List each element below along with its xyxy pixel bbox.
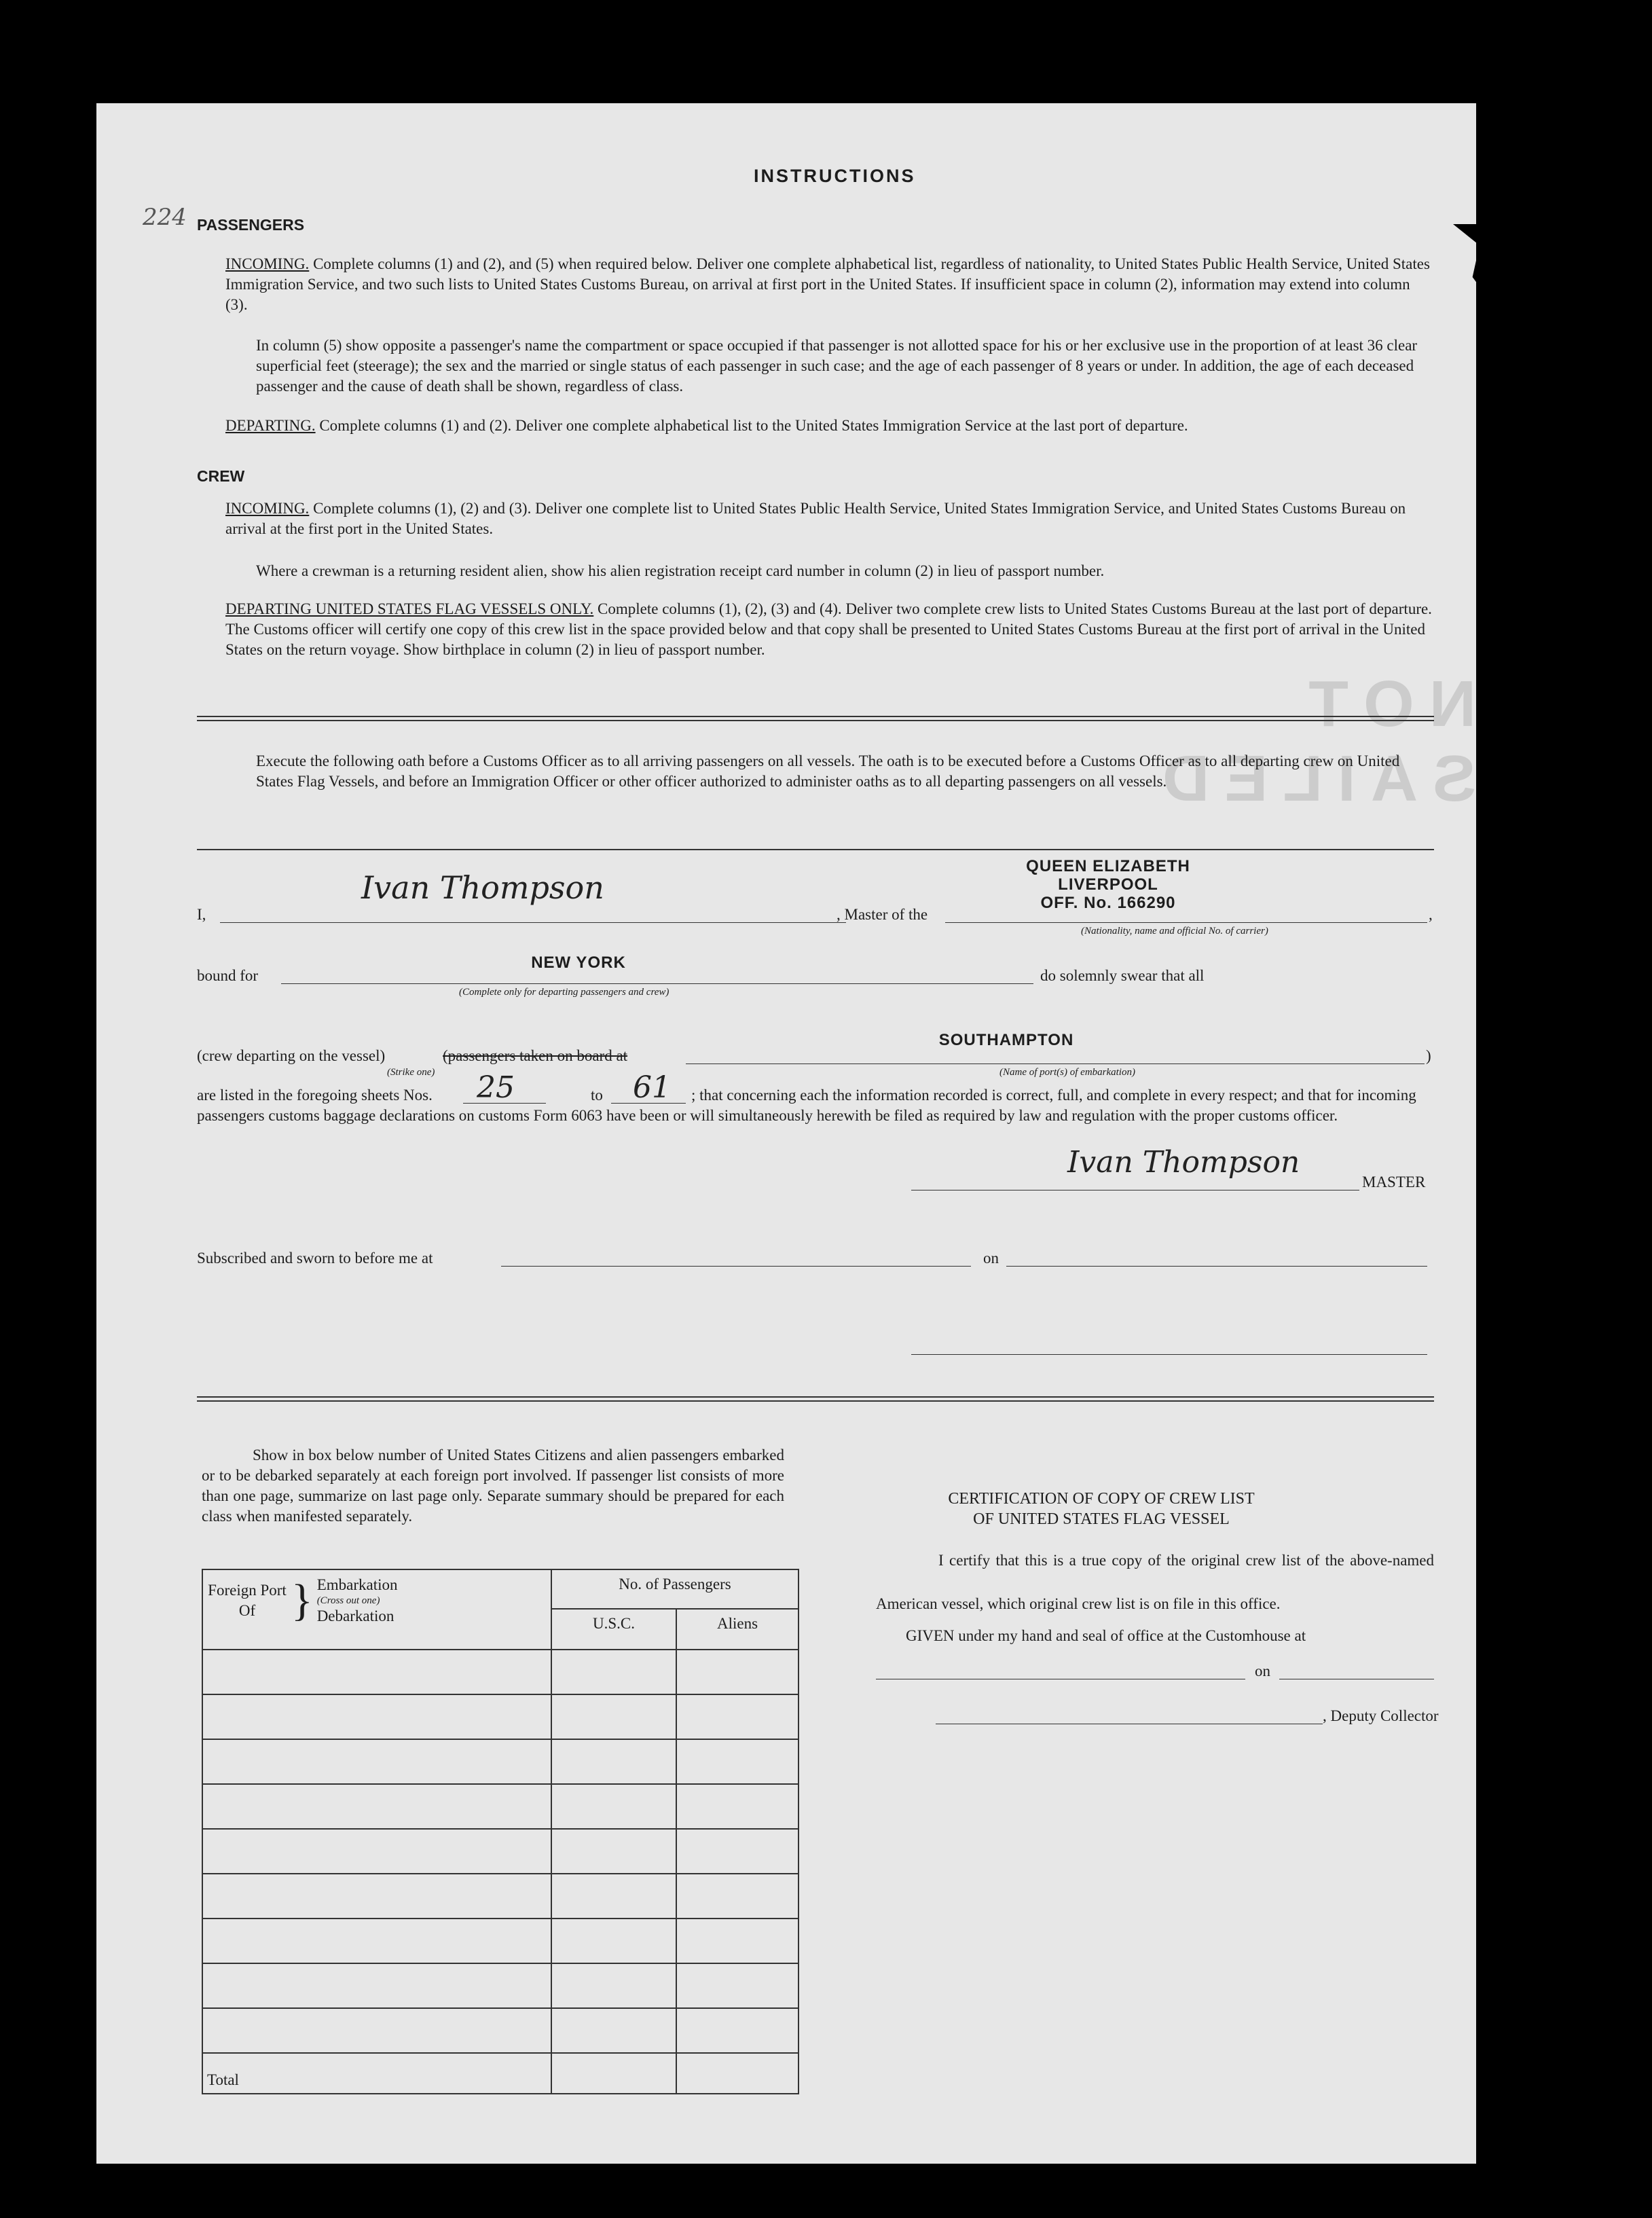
page-title: INSTRUCTIONS (754, 166, 916, 186)
subscribed-date-line (1006, 1266, 1427, 1267)
bound-label: bound for (197, 967, 259, 984)
port-caption: (Name of port(s) of embarkation) (999, 1067, 1135, 1078)
certification-certify-text (876, 1539, 1434, 1626)
crew-departing-label: DEPARTING UNITED STATES FLAG VESSELS ONLY. (225, 600, 594, 617)
aliens-header: Aliens (716, 1615, 758, 1632)
oath-divider (197, 849, 1434, 850)
cross-out-label: (Cross out one) (316, 1595, 380, 1606)
passengers-incoming-text: Complete columns (1) and (2), and (5) when required below. Deliver one complete alphabetical list, regardless of nationality, to United States Public Health Service, United States Immigration Service, and two such lists to United States Customs Bureau, on arrival at first port in the United States. If insufficient space in column (2), information may extend into column (3). (225, 255, 1430, 313)
officer-signature-line (911, 1354, 1427, 1355)
bleed-through-text: NOT SAILED (1147, 668, 1476, 815)
port-line-end: ) (1426, 1047, 1431, 1064)
vessel-name-line: QUEEN ELIZABETH (1026, 857, 1190, 875)
lower-section-divider (197, 1396, 1434, 1402)
table-row (202, 1739, 799, 1784)
bound-value: NEW YORK (531, 953, 626, 972)
bound-caption: (Complete only for departing passengers and crew) (459, 987, 669, 998)
crew-incoming-text: Complete columns (1), (2) and (3). Deliver one complete list to United States Public Health Service, United States Immigration Service, and United States Customs Bureau on arrival at the first port in the United States. (225, 500, 1406, 537)
table-row (202, 1829, 799, 1874)
section-divider (197, 716, 1434, 721)
passengers-departing-paragraph (225, 416, 1434, 436)
master-label: MASTER (1362, 1174, 1426, 1190)
certification-title-line2: OF UNITED STATES FLAG VESSEL (973, 1510, 1230, 1528)
oath-intro: Execute the following oath before a Customs Officer as to all arriving passengers on all vessels. The oath is to be executed before a Customs Officer as to all departing crew on United States Flag Vessels, and before an Immigration Officer or other officer authorized to administer oaths as to all departing passengers on all vessels. (256, 752, 1400, 790)
table-row (202, 1963, 799, 2008)
total-label-cell (202, 2053, 551, 2094)
summary-instructions-text: Show in box below number of United States Citizens and alien passengers embarked or to be debarked separately at each foreign port involved. If passenger list consists of more than one page, summarize on last page only. Separate summary should be prepared for each class when manifested separately. (202, 1447, 784, 1525)
subscribed-on-label: on (983, 1250, 999, 1267)
passengers-departing-label: DEPARTING. (225, 417, 316, 434)
port-value: SOUTHAMPTON (938, 1031, 1074, 1049)
passengers-incoming-paragraph (225, 254, 1434, 315)
strike-caption: (Strike one) (387, 1067, 435, 1078)
sheet-to-value: 61 (633, 1070, 671, 1105)
document-sheet (96, 103, 1476, 2164)
subscribed-label: Subscribed and sworn to before me at (197, 1250, 433, 1267)
debarkation-label: Debarkation (316, 1607, 394, 1624)
certification-given-text: GIVEN under my hand and seal of office at the Customhouse at (906, 1627, 1306, 1644)
aliens-header-cell (676, 1609, 799, 1650)
master-signature: Ivan Thompson (361, 869, 604, 906)
port-line (686, 1063, 1425, 1064)
vessel-caption: (Nationality, name and official No. of carrier) (1081, 926, 1268, 937)
master-of-label: , Master of the (837, 906, 928, 923)
master-name-line (220, 922, 846, 923)
usc-header-cell (551, 1609, 676, 1650)
table-row (202, 1919, 799, 1963)
to-label: to (591, 1087, 603, 1104)
port-header-cell (202, 1569, 551, 1650)
crew-incoming-paragraph (225, 498, 1434, 539)
certification-title (911, 1489, 1291, 1529)
certify-text: I certify that this is a true copy of the original crew list of the above-named American vessel, which original crew list is on file in this office. (876, 1552, 1434, 1612)
table-row (202, 2008, 799, 2053)
total-label: Total (207, 2071, 239, 2088)
page-number: 224 (143, 204, 187, 231)
bound-line (281, 983, 1033, 984)
table-row (202, 1784, 799, 1829)
table-row (202, 1650, 799, 1694)
listed-text-body: ; that concerning each the information recorded is correct, full, and complete in every respect; and that for incoming passengers customs baggage declarations on customs Form 6063 have been or will simultaneously herewith be filed as required by law and regulation with the proper customs officer. (197, 1087, 1416, 1124)
usc-header: U.S.C. (593, 1615, 635, 1632)
passengers-header: No. of Passengers (619, 1576, 731, 1593)
crew-returning-paragraph: Where a crewman is a returning resident alien, show his alien registration receipt card number in column (2) in lieu of passport number. (256, 562, 1105, 579)
i-label: I, (197, 906, 206, 923)
certification-title-line1: CERTIFICATION OF COPY OF CREW LIST (948, 1490, 1255, 1508)
passenger-summary-table (202, 1569, 799, 2094)
crew-heading: CREW (197, 467, 245, 485)
passengers-heading: PASSENGERS (197, 216, 305, 234)
summary-instructions (202, 1445, 784, 1527)
listed-text (197, 1085, 1434, 1126)
passengers-incoming-label: INCOMING. (225, 255, 310, 272)
brace-glyph: } (291, 1576, 313, 1625)
vessel-name (966, 857, 1251, 912)
sheet-from-value: 25 (477, 1070, 515, 1105)
embarkation-label: Embarkation (316, 1576, 398, 1593)
subscribed-place-line (501, 1266, 971, 1267)
vessel-line (945, 922, 1427, 923)
table-row (202, 1874, 799, 1919)
crew-incoming-label: INCOMING. (225, 500, 310, 517)
passengers-column5-paragraph: In column (5) show opposite a passenger's name the compartment or space occupied if that passenger is not allotted space for his or her exclusive use in the proportion of at least 36 clear superficial feet (steerage); the sex and the married or single status of each passenger in such case; and the age of each passenger of 8 years or under. In addition, the age of each deceased passenger and the cause of death shall be shown, regardless of class. (256, 337, 1418, 395)
crew-departing-label: (crew departing on the vessel) (197, 1047, 386, 1064)
passengers-departing-text: Complete columns (1) and (2). Deliver one complete alphabetical list to the United States Immigration Service at the last port of departure. (319, 417, 1188, 434)
vessel-official-number: OFF. No. 166290 (1040, 894, 1176, 912)
deputy-collector-label: , Deputy Collector (1323, 1707, 1439, 1724)
certification-on-label: on (1255, 1662, 1270, 1679)
crew-departing-text: Complete columns (1), (2), (3) and (4). Deliver two complete crew lists to United States Customs Bureau at the last port of departure. The Customs officer will certify one copy of this crew list in the space provided below and that copy shall be presented to United States Customs Bureau at the first port of arrival in the United States on the return voyage. Show birthplace in column (2) in lieu of passport number. (225, 600, 1432, 658)
passengers-struck-label: (passengers taken on board at (443, 1047, 628, 1064)
listed-label: are listed in the foregoing sheets Nos. (197, 1087, 433, 1104)
passengers-header-cell (551, 1569, 799, 1609)
crew-departing-paragraph (225, 599, 1434, 660)
foreign-port-label: Foreign Port Of (208, 1582, 287, 1619)
vessel-port-line: LIVERPOOL (1058, 875, 1158, 894)
summary-header-row (202, 1569, 799, 1609)
total-row (202, 2053, 799, 2094)
table-row (202, 1694, 799, 1739)
master-signature-bottom: Ivan Thompson (1067, 1145, 1300, 1180)
vessel-line-end: , (1429, 906, 1433, 923)
swear-text: do solemnly swear that all (1040, 967, 1205, 984)
